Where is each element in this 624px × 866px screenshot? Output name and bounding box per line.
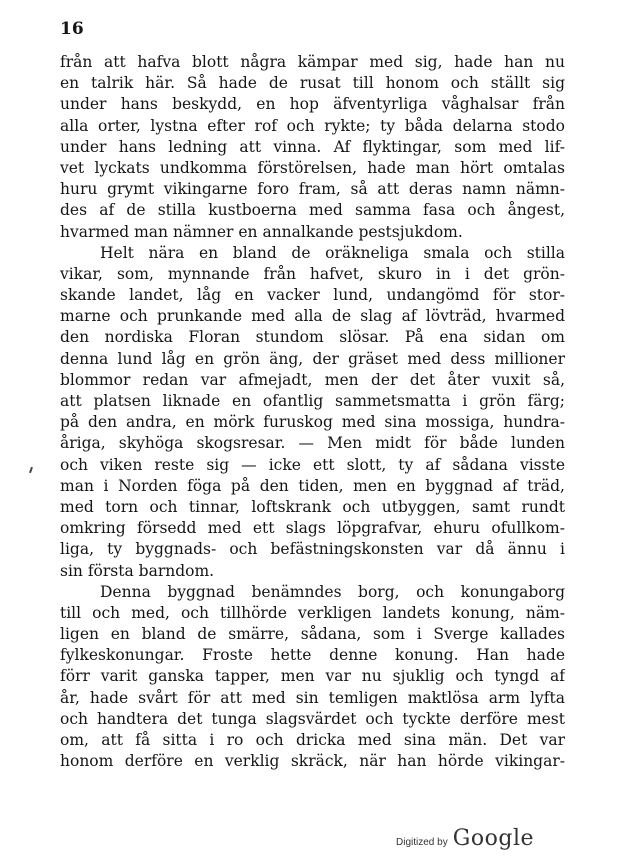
text-line: den nordiska Floran stundom slösar. På ena sidan om <box>60 328 565 347</box>
body-text <box>60 52 565 772</box>
text-line: fylkeskonungar. Froste hette denne konung. Han hade <box>60 646 565 665</box>
text-line: under hans ledning att vinna. Af flyktingar, som med lif- <box>60 137 565 156</box>
text-line: omkring försedd med ett slags löpgrafvar, ehuru ofullkom- <box>60 519 565 538</box>
text-line: Helt nära en bland de oräkneliga smala och stilla <box>100 243 565 262</box>
page-number: 16 <box>60 19 84 39</box>
text-line: om, att få sitta i ro och dricka med sina män. Det var <box>60 731 565 749</box>
text-line: hvarmed man nämner en annalkande pestsjukdom. <box>60 222 463 241</box>
text-line: förr varit ganska tapper, men var nu sjuklig och tyngd af <box>60 667 565 686</box>
text-line: under hans beskydd, en hop äfventyrliga våghalsar från <box>60 95 565 114</box>
text-line: alla orter, lystna efter rof och rykte; ty båda delarna stodo <box>60 116 565 135</box>
text-line: år, hade svårt för att med sin temligen maktlösa arm lyfta <box>60 688 565 707</box>
text-line: vet lyckats undkomma förstörelsen, hade man hört omtalas <box>60 158 565 177</box>
text-line: ligen en bland de smärre, sådana, som i Sverge kallades <box>60 625 565 644</box>
text-line: vikar, som, mynnande från hafvet, skuro in i det grön- <box>60 264 565 283</box>
text-line: huru grymt vikingarne foro fram, så att deras namn nämn- <box>60 180 565 199</box>
text-line: skande landet, låg en vacker lund, undangömd för stor- <box>60 286 565 305</box>
text-line: liga, ty byggnads- och befästningskonsten var då ännu i <box>60 540 565 559</box>
digitized-label: Digitized by <box>396 837 448 848</box>
text-line: på den andra, en mörk furuskog med sina mossiga, hundra- <box>60 413 565 432</box>
text-line: denna lund låg en grön äng, der gräset med dess millioner <box>60 349 565 368</box>
text-line: från att hafva blott några kämpar med sig, hade han nu <box>60 53 565 71</box>
text-line: Denna byggnad benämndes borg, och konungaborg <box>100 582 565 601</box>
text-line: till och med, och tillhörde verkligen landets konung, näm- <box>60 603 565 622</box>
text-line: en talrik här. Så hade de rusat till honom och ställt sig <box>60 74 565 93</box>
text-line: med torn och tinnar, loftskrank och utbyggen, samt rundt <box>60 497 565 516</box>
text-line: des af de stilla kustboerna med samma fasa och ångest, <box>60 201 565 220</box>
text-line: honom derföre en verklig skräck, när han hörde vikingar- <box>60 752 565 771</box>
text-line: marne och prunkande med alla de slag af lövträd, hvarmed <box>60 307 565 326</box>
text-line: man i Norden föga på den tiden, men en byggnad af träd, <box>60 476 565 495</box>
text-line: och viken reste sig — icke ett slott, ty af sådana visste <box>60 455 565 474</box>
margin-mark <box>29 467 33 473</box>
text-line: att platsen liknade en ofantlig sammetsmatta i grön färg; <box>60 392 565 410</box>
text-line: åriga, skyhöga skogsresar. — Men midt för både lunden <box>60 434 565 453</box>
google-logo: Google <box>452 826 534 851</box>
digitized-footer <box>396 826 534 851</box>
text-line: sin första barndom. <box>60 561 215 580</box>
text-line: och handtera det tunga slagsvärdet och tyckte derföre mest <box>60 709 565 728</box>
text-line: blommor redan var afmejadt, men der det åter vuxit så, <box>60 370 565 389</box>
